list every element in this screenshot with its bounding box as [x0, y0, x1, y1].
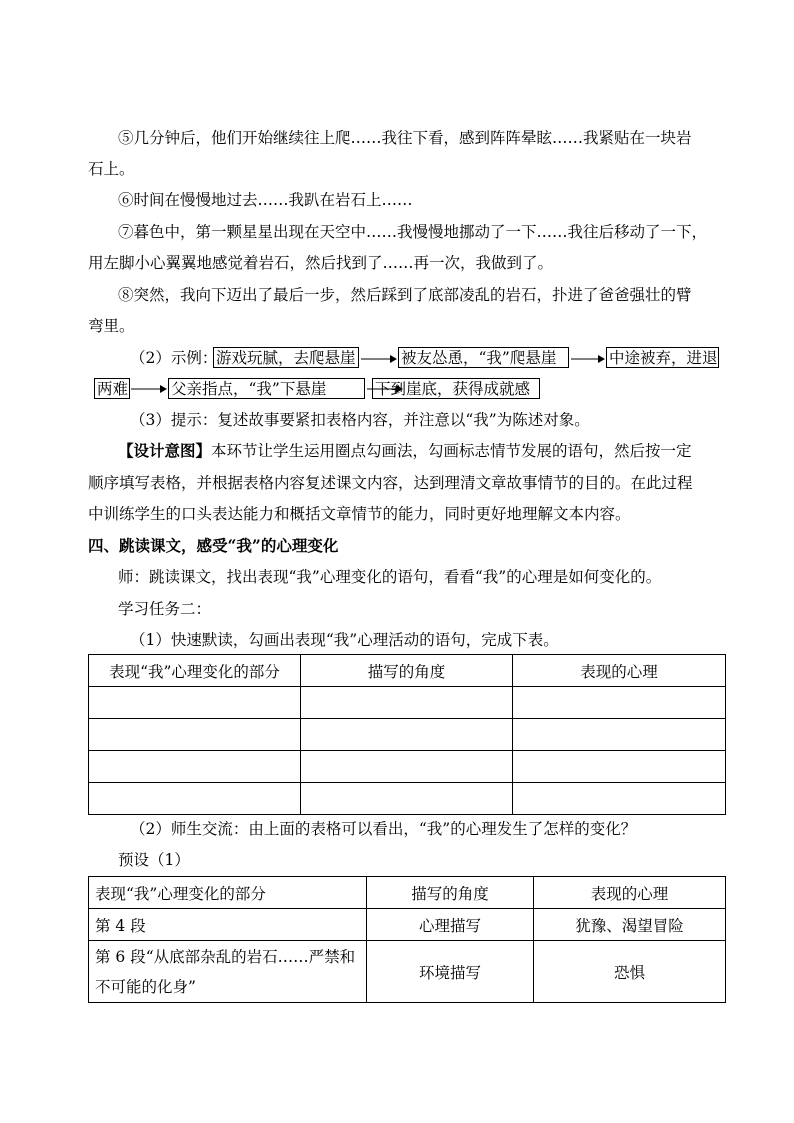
table-row — [89, 909, 726, 941]
design-intent-line-3: 中训练学生的口头表达能力和概括文章情节的能力，同时更好地理解文本内容。 — [88, 505, 631, 523]
design-intent-text: 本环节让学生运用圈点勾画法，勾画标志情节发展的语句，然后按一定 — [211, 442, 692, 460]
table-cell-part — [89, 941, 367, 1003]
table-cell-part-line-2: 不可能的化身” — [95, 977, 196, 996]
table-header-row — [89, 877, 726, 909]
flow-box-3-cont: 两难 — [94, 378, 130, 399]
table-row — [89, 687, 726, 719]
learning-task-label: 学习任务二： — [118, 600, 212, 618]
table-row — [89, 783, 726, 815]
preset-table — [88, 876, 726, 1003]
table-cell-angle: 心理描写 — [367, 909, 534, 941]
table-cell-part: 第 4 段 — [89, 909, 367, 941]
table-cell-angle: 环境描写 — [367, 941, 534, 1003]
table-cell — [513, 751, 726, 783]
paragraph-5-line-1: ⑤几分钟后，他们开始继续往上爬……我往下看，感到阵阵晕眩……我紧贴在一块岩 — [118, 129, 692, 147]
flow-box-5: 下到崖底，获得成就感 — [372, 378, 540, 399]
table-header-cell: 描写的角度 — [367, 877, 534, 909]
design-intent-line-1 — [118, 441, 758, 461]
preset-label: 预设（1） — [118, 851, 190, 869]
paragraph-8-line-1: ⑧突然，我向下迈出了最后一步，然后踩到了底部凌乱的岩石，扑进了爸爸强壮的臂 — [118, 286, 692, 304]
flow-box-3: 中途被弃，进退 — [606, 347, 719, 368]
table-header-cell: 表现“我”心理变化的部分 — [89, 877, 367, 909]
step-1-text: （1）快速默读，勾画出表现“我”心理活动的语句，完成下表。 — [130, 631, 559, 649]
table-cell — [513, 719, 726, 751]
table-cell — [89, 751, 301, 783]
paragraph-6: ⑥时间在慢慢地过去……我趴在岩石上…… — [118, 191, 413, 209]
example-label: （2）示例： — [130, 349, 218, 367]
flow-box-4: 父亲指点，“我”下悬崖 — [168, 378, 365, 399]
paragraph-7-line-2: 用左脚小心翼翼地感觉着岩石，然后找到了……再一次，我做到了。 — [88, 254, 554, 272]
table-cell — [513, 783, 726, 815]
table-cell — [513, 687, 726, 719]
table-header-cell: 表现的心理 — [534, 877, 726, 909]
table-cell-mind: 犹豫、渴望冒险 — [534, 909, 726, 941]
section-heading: 四、跳读课文，感受“我”的心理变化 — [88, 536, 339, 555]
flow-box-2: 被友怂恿，“我”爬悬崖 — [398, 347, 569, 368]
table-cell — [89, 687, 301, 719]
table-row — [89, 719, 726, 751]
teacher-instruction: 师：跳读课文，找出表现“我”心理变化的语句，看看“我”的心理是如何变化的。 — [118, 568, 662, 586]
blank-table — [88, 654, 726, 815]
arrow-right-icon — [571, 353, 605, 365]
paragraph-7-line-1: ⑦暮色中，第一颗星星出现在天空中……我慢慢地挪动了一下……我往后移动了一下， — [118, 223, 708, 241]
design-intent-tag: 【设计意图】 — [118, 441, 212, 460]
table-cell — [301, 687, 513, 719]
design-intent-line-2: 顺序填写表格，并根据表格内容复述课文内容，达到理清文章故事情节的目的。在此过程 — [88, 474, 693, 492]
hint-text: （3）提示：复述故事要紧扣表格内容，并注意以“我”为陈述对象。 — [130, 411, 590, 429]
table-header-cell: 描写的角度 — [301, 655, 513, 687]
table-header-cell: 表现“我”心理变化的部分 — [89, 655, 301, 687]
table-row — [89, 941, 726, 1003]
table-row — [89, 751, 726, 783]
paragraph-8-line-2: 弯里。 — [88, 317, 135, 335]
table-cell-part-line-1: 第 6 段“从底部杂乱的岩石……严禁和 — [95, 947, 356, 966]
table-cell — [89, 783, 301, 815]
flow-box-1: 游戏玩腻，去爬悬崖 — [213, 347, 359, 368]
step-2-text: （2）师生交流：由上面的表格可以看出，“我”的心理发生了怎样的变化？ — [130, 820, 637, 838]
table-cell — [301, 751, 513, 783]
arrow-right-icon — [131, 383, 167, 395]
table-header-row — [89, 655, 726, 687]
paragraph-5-line-2: 石上。 — [88, 160, 135, 178]
table-cell-mind: 恐惧 — [534, 941, 726, 1003]
table-header-cell: 表现的心理 — [513, 655, 726, 687]
arrow-right-icon — [361, 353, 397, 365]
table-cell — [301, 719, 513, 751]
table-cell — [301, 783, 513, 815]
table-cell — [89, 719, 301, 751]
